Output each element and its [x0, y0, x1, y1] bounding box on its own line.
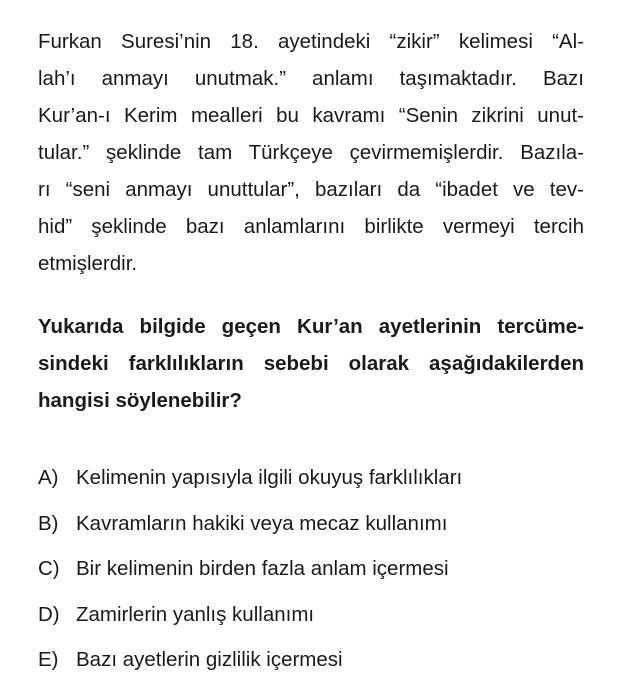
option-letter: C)	[38, 557, 60, 580]
passage-text	[38, 23, 584, 282]
passage-line: tular.” şeklinde tam Türkçeye çevirmemişlerdir. Bazıla-	[38, 141, 584, 164]
option-letter: D)	[38, 602, 60, 626]
passage-line: lah’ı anmayı unutmak.” anlamı taşımaktadır. Bazı	[38, 67, 584, 90]
question-line: sindeki farklılıkların sebebi olarak aşağıdakilerden	[38, 352, 584, 375]
option-d[interactable]	[38, 592, 584, 638]
option-letter: B)	[38, 511, 59, 535]
option-text: Kavramların hakiki veya mecaz kullanımı	[76, 511, 448, 535]
question-stem	[38, 308, 584, 419]
option-letter: A)	[38, 466, 59, 489]
passage-line: rı “seni anmayı unuttular”, bazıları da “ibadet ve tev-	[38, 178, 584, 201]
answer-options	[38, 455, 584, 683]
option-text: Kelimenin yapısıyla ilgili okuyuş farklılıkları	[76, 466, 463, 489]
option-text: Bazı ayetlerin gizlilik içermesi	[76, 648, 343, 671]
option-a[interactable]	[38, 455, 584, 501]
option-letter: E)	[38, 648, 59, 671]
passage-line: Furkan Suresi’nin 18. ayetindeki “zikir” kelimesi “Al-	[38, 30, 584, 53]
option-text: Bir kelimenin birden fazla anlam içermesi	[76, 557, 449, 580]
option-c[interactable]	[38, 546, 584, 592]
option-text: Zamirlerin yanlış kullanımı	[76, 602, 315, 626]
question-line: hangisi söylenebilir?	[38, 389, 242, 412]
passage-line: Kur’an-ı Kerim mealleri bu kavramı “Senin zikrini unut-	[38, 104, 584, 127]
question-line: Yukarıda bilgide geçen Kur’an ayetlerinin tercüme-	[38, 315, 584, 338]
passage-line: etmişlerdir.	[38, 252, 138, 275]
option-e[interactable]	[38, 637, 584, 683]
passage-line: hid” şeklinde bazı anlamlarını birlikte vermeyi tercih	[38, 215, 584, 238]
option-b[interactable]	[38, 501, 584, 547]
